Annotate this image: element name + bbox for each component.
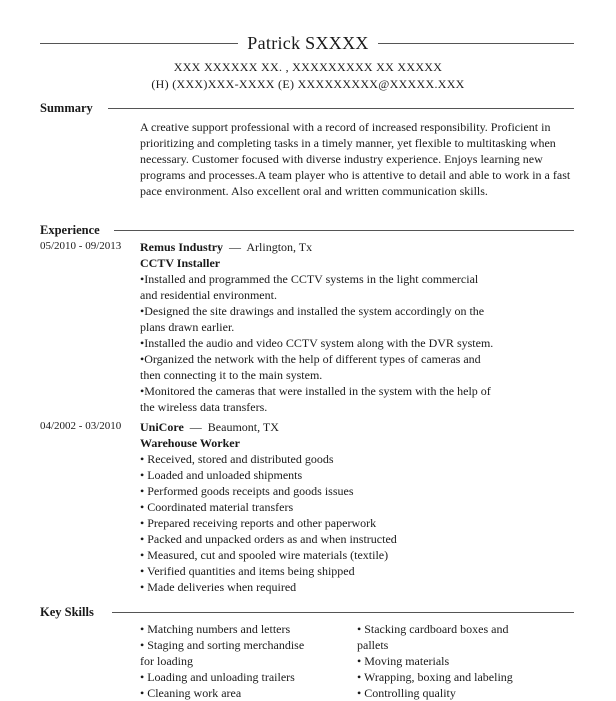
experience-rule [114, 230, 574, 231]
skill-item: for loading [140, 654, 193, 668]
skills-rule [112, 612, 574, 613]
job-duty-line: plans drawn earlier. [140, 320, 235, 334]
job-company: Remus Industry [140, 240, 224, 254]
contact-phone-email: (H) (XXX)XXX-XXXX (E) XXXXXXXXX@XXXXX.XXX [151, 77, 465, 91]
job-duty-line: • Made deliveries when required [140, 580, 297, 594]
job-location: Arlington, Tx [246, 240, 313, 254]
skill-item: • Controlling quality [357, 686, 456, 700]
job-duty-line: • Coordinated material transfers [140, 500, 294, 514]
job-duty-line: • Performed goods receipts and goods issues [140, 484, 354, 498]
contact-address: XXX XXXXXX XX. , XXXXXXXXX XX XXXXX [173, 60, 443, 74]
job-duty-line: •Organized the network with the help of different types of cameras and [140, 352, 481, 366]
summary-heading: Summary [40, 101, 93, 115]
job-location: Beaumont, TX [207, 420, 279, 434]
job-duty-line: •Installed the audio and video CCTV system along with the DVR system. [140, 336, 494, 350]
job-employer [140, 240, 312, 255]
summary-rule [108, 108, 574, 109]
job-company: UniCore [140, 420, 184, 434]
skill-item: • Staging and sorting merchandise [140, 638, 305, 652]
job-title: CCTV Installer [140, 256, 221, 270]
skill-item: • Wrapping, boxing and labeling [357, 670, 513, 684]
employer-separator: — [183, 420, 208, 434]
job-duty-line: and residential environment. [140, 288, 277, 302]
job-duty-line: •Monitored the cameras that were installed in the system with the help of [140, 384, 491, 398]
skill-item: pallets [357, 638, 389, 652]
job-duty-line: •Designed the site drawings and installed the system accordingly on the [140, 304, 485, 318]
job-duty-line: •Installed and programmed the CCTV systems in the light commercial [140, 272, 479, 286]
job-title: Warehouse Worker [140, 436, 240, 450]
job-employer [140, 420, 279, 435]
job-dates: 04/2002 - 03/2010 [40, 420, 122, 432]
skill-item: • Moving materials [357, 654, 450, 668]
job-duty-line: • Loaded and unloaded shipments [140, 468, 303, 482]
skill-item: • Stacking cardboard boxes and [357, 622, 509, 636]
skills-heading: Key Skills [40, 605, 94, 619]
skill-item: • Loading and unloading trailers [140, 670, 295, 684]
job-duty-line: • Verified quantities and items being shipped [140, 564, 355, 578]
job-duty-line: • Packed and unpacked orders as and when instructed [140, 532, 397, 546]
job-duty-line: • Received, stored and distributed goods [140, 452, 334, 466]
skill-item: • Cleaning work area [140, 686, 242, 700]
skill-item: • Matching numbers and letters [140, 622, 291, 636]
employer-separator: — [223, 240, 247, 254]
summary-text: A creative support professional with a record of increased responsibility. Proficient in prioritizing and completing tasks in a timely manner, yet flexible to multitasking when necessary. Customer focused with diverse industry experience. Enjoys learning new programs and processes.A team player who is attentive to detail and able to work in a fast pace environment. Also excellent oral and written communication skills. [140, 120, 571, 198]
experience-heading: Experience [40, 223, 100, 237]
job-duty-line: • Measured, cut and spooled wire materials (textile) [140, 548, 389, 562]
job-duty-line: then connecting it to the main system. [140, 368, 323, 382]
job-duty-line: the wireless data transfers. [140, 400, 268, 414]
candidate-name: Patrick SXXXX [247, 33, 369, 53]
job-dates: 05/2010 - 09/2013 [40, 240, 122, 252]
job-duty-line: • Prepared receiving reports and other paperwork [140, 516, 377, 530]
